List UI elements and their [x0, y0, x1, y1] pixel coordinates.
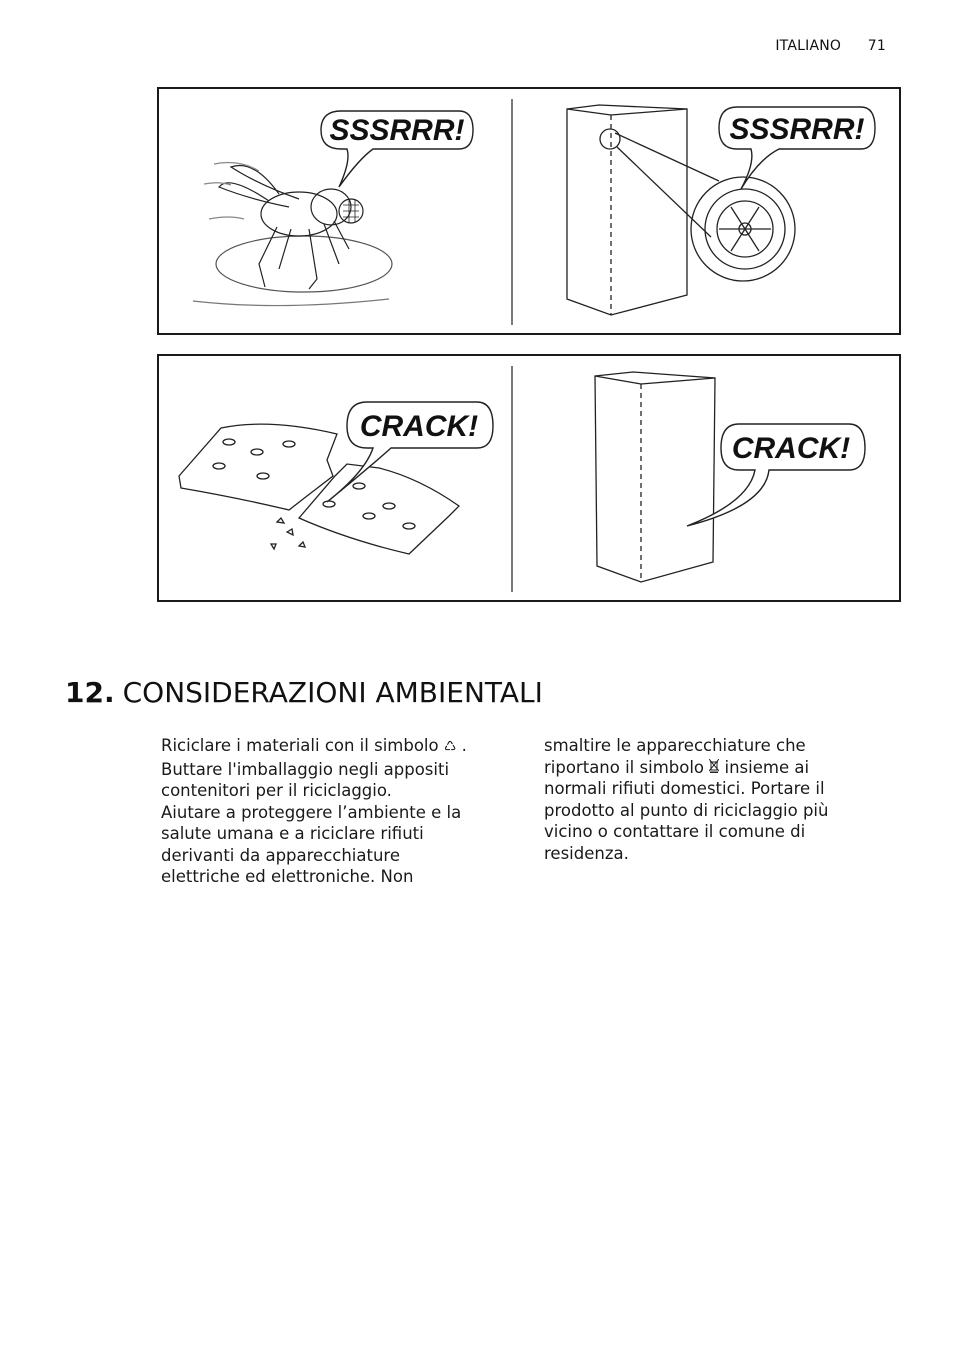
section-title-text: CONSIDERAZIONI AMBIENTALI	[122, 676, 543, 709]
illustration-panel-noise	[157, 87, 901, 335]
illustration-panel-crack	[157, 354, 901, 602]
page-number: 71	[867, 38, 886, 54]
section-number: 12.	[65, 676, 115, 709]
bubble-text-appliance: SSSRRR!	[729, 113, 865, 146]
header-language: ITALIANO	[775, 38, 842, 54]
weee-text-before: smaltire le apparecchiature che riportano il simbolo	[544, 736, 806, 777]
text-column-left	[161, 735, 481, 888]
recycling-text-after: . Buttare l'imballaggio negli appositi contenitori per il riciclaggio.	[161, 736, 467, 800]
fly-drawing	[193, 163, 392, 306]
section-title	[65, 676, 543, 709]
crossed-bin-icon	[709, 759, 719, 773]
page-header	[775, 38, 886, 54]
speech-bubble-fly	[321, 111, 473, 187]
weee-text-after: insieme ai normali rifiuti domestici. Portare il prodotto al punto di riciclaggio più vicino o contattare il comune di residenza.	[544, 757, 829, 863]
speech-bubble-ice	[327, 402, 493, 502]
paragraph-weee-intro: Aiutare a proteggere l’ambiente e la salute umana e a riciclare rifiuti derivanti da apparecchiature elettriche ed elettroniche. Non	[161, 802, 462, 886]
bubble-text-fly: SSSRRR!	[329, 114, 465, 147]
recycle-icon: ♺	[443, 739, 457, 755]
crack-illustration	[159, 356, 899, 600]
recycling-text-before: Riciclare i materiali con il simbolo	[161, 736, 439, 755]
appliance-drawing	[595, 372, 715, 582]
paragraph-weee-disposal	[544, 735, 854, 864]
noise-illustration	[159, 89, 899, 333]
paragraph-recycling	[161, 735, 481, 802]
bubble-text-ice: CRACK!	[359, 410, 479, 443]
bubble-text-appliance-crack: CRACK!	[731, 432, 851, 465]
text-column-right	[544, 735, 854, 864]
